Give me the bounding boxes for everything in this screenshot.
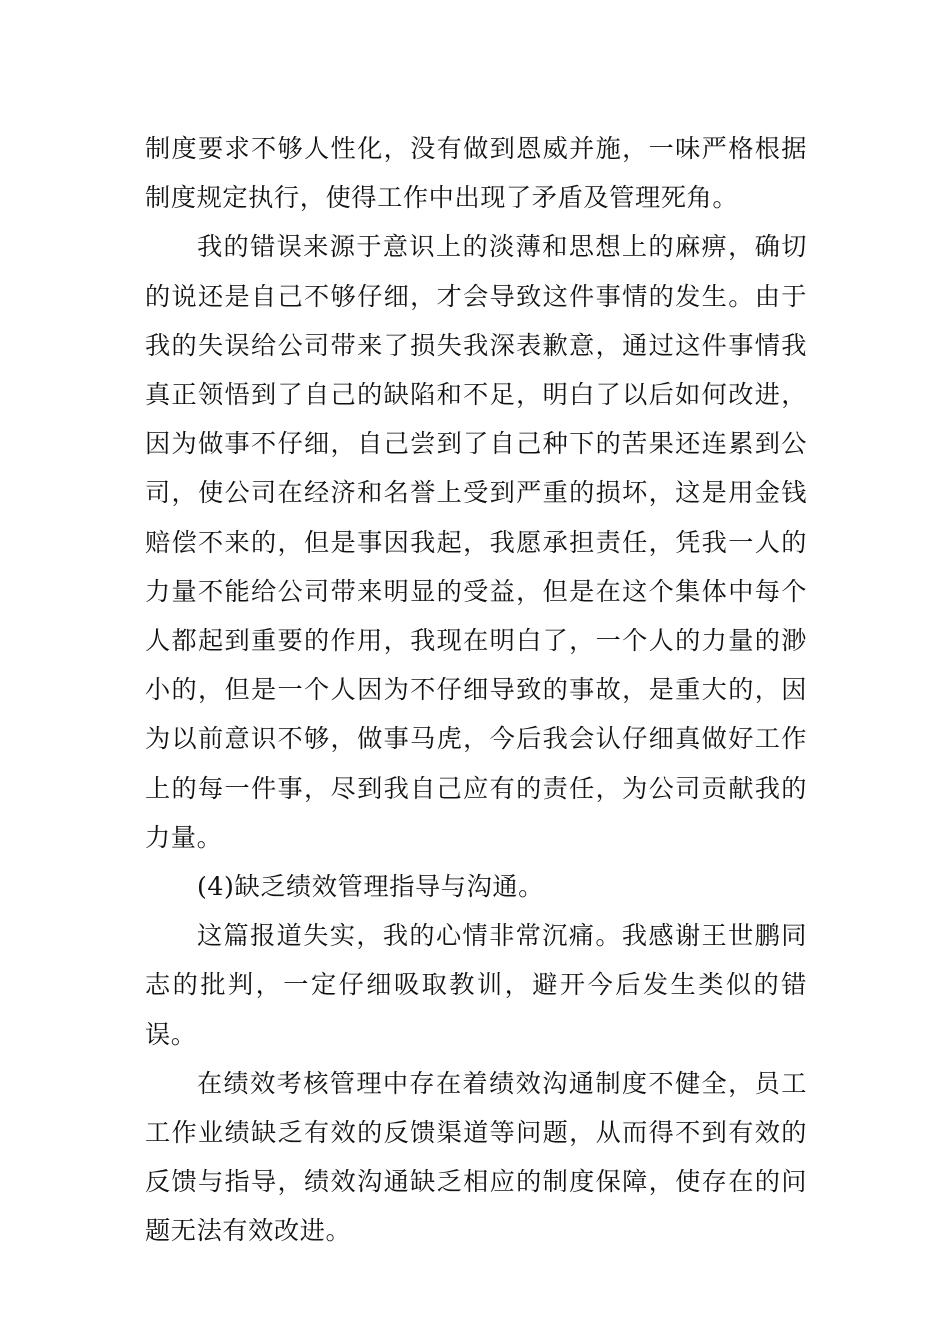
paragraph-heading-4: (4)缺乏绩效管理指导与沟通。 xyxy=(197,872,544,902)
paragraph-report: 这篇报道失实，我的心情非常沉痛。我感谢王世鹏同志的批判，一定仔细吸取教训，避开今后发生类似的错误。 xyxy=(145,921,807,1049)
document-body xyxy=(145,124,807,1256)
paragraph-continuation: 制度要求不够人性化，没有做到恩威并施，一味严格根据制度规定执行，使得工作中出现了矛盾及管理死角。 xyxy=(145,134,807,213)
paragraph-performance: 在绩效考核管理中存在着绩效沟通制度不健全，员工工作业绩缺乏有效的反馈渠道等问题，从而得不到有效的反馈与指导，绩效沟通缺乏相应的制度保障，使存在的问题无法有效改进。 xyxy=(145,1068,807,1246)
paragraph-apology: 我的错误来源于意识上的淡薄和思想上的麻痹，确切的说还是自己不够仔细，才会导致这件事情的发生。由于我的失误给公司带来了损失我深表歉意，通过这件事情我真正领悟到了自己的缺陷和不足，明白了以后如何改进，因为做事不仔细，自己尝到了自己种下的苦果还连累到公司，使公司在经济和名誉上受到严重的损坏，这是用金钱赔偿不来的，但是事因我起，我愿承担责任，凭我一人的力量不能给公司带来明显的受益，但是在这个集体中每个人都起到重要的作用，我现在明白了，一个人的力量的渺小的，但是一个人因为不仔细导致的事故，是重大的，因为以前意识不够，做事马虎，今后我会认仔细真做好工作上的每一件事，尽到我自己应有的责任，为公司贡献我的力量。 xyxy=(145,232,807,852)
